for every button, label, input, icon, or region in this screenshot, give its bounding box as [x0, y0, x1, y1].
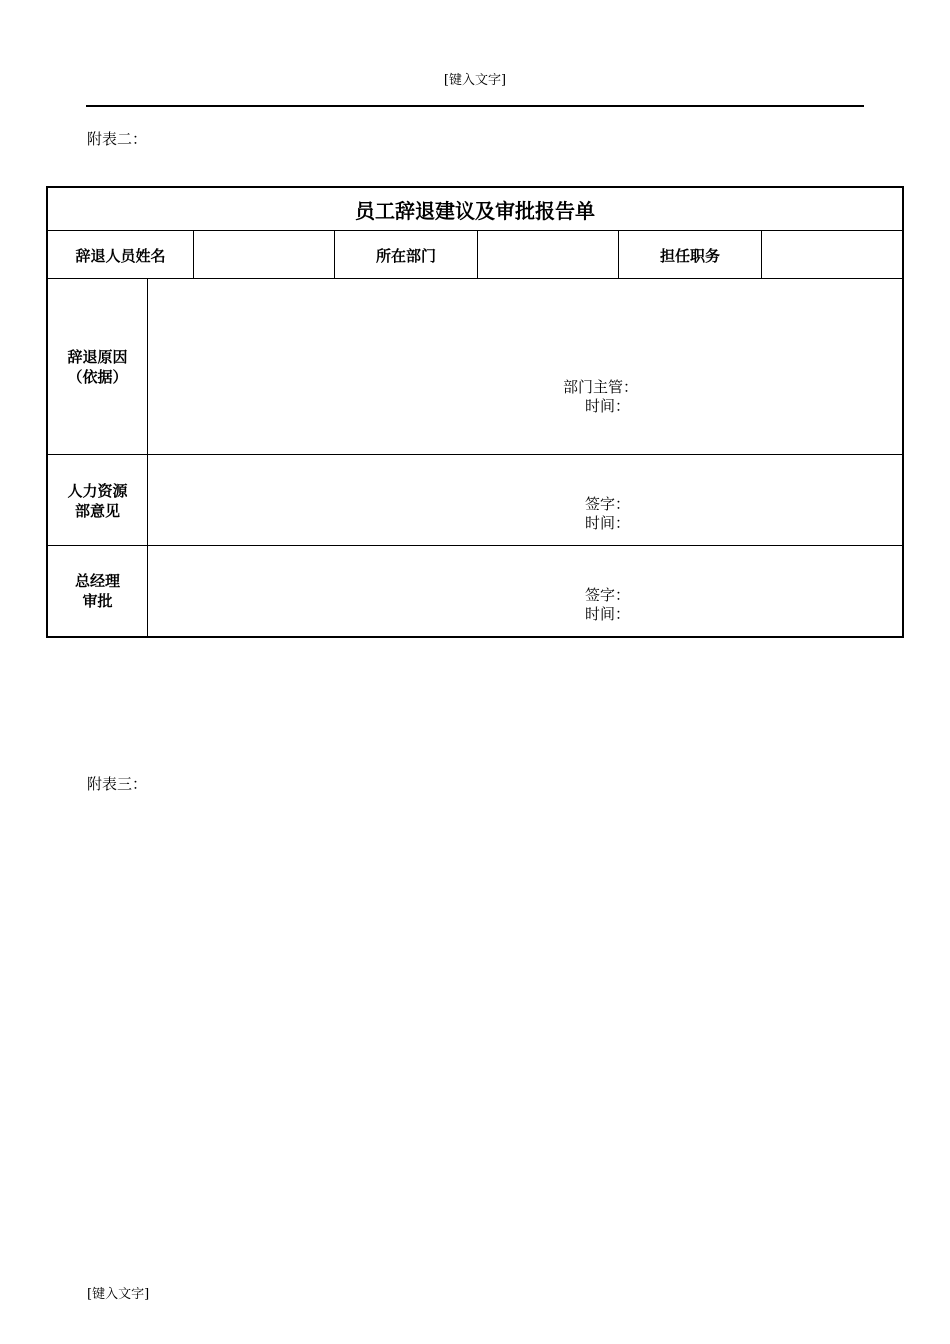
reason-input-area[interactable]	[148, 279, 902, 454]
department-label: 所在部门	[375, 246, 436, 265]
hr-sign-label: 签字：	[585, 495, 631, 513]
hr-opinion-input-area[interactable]	[148, 455, 902, 545]
appendix-3-label: 附表三：	[87, 775, 148, 793]
header-divider	[86, 105, 864, 107]
page-header[interactable]: [键入文字]	[443, 73, 507, 88]
gm-approval-input-area[interactable]	[148, 546, 902, 636]
gm-time-label: 时间：	[585, 605, 631, 623]
appendix-2-label: 附表二：	[87, 130, 148, 148]
name-label: 辞退人员姓名	[75, 246, 166, 265]
page-footer[interactable]: [键入文字]	[87, 1287, 150, 1302]
position-label: 担任职务	[659, 246, 720, 265]
gm-approval-label	[48, 546, 147, 636]
dismissal-form	[46, 186, 904, 638]
position-field[interactable]	[762, 231, 902, 279]
reason-label-line1: 辞退原因	[67, 348, 128, 366]
gm-label-line1: 总经理	[74, 572, 120, 590]
hr-opinion-label	[48, 455, 147, 546]
reason-label-line2: （依据）	[67, 368, 128, 386]
supervisor-label: 部门主管：	[563, 378, 639, 396]
form-title: 员工辞退建议及审批报告单	[355, 199, 595, 223]
department-field[interactable]	[478, 231, 618, 279]
gm-sign-label: 签字：	[585, 586, 631, 604]
name-field[interactable]	[194, 231, 334, 279]
hr-label-line2: 部意见	[74, 501, 120, 520]
reason-time-label: 时间：	[585, 397, 631, 415]
gm-label-line2: 审批	[82, 592, 113, 610]
hr-label-line1: 人力资源	[67, 481, 128, 500]
hr-time-label: 时间：	[585, 514, 631, 532]
reason-label	[48, 279, 147, 455]
